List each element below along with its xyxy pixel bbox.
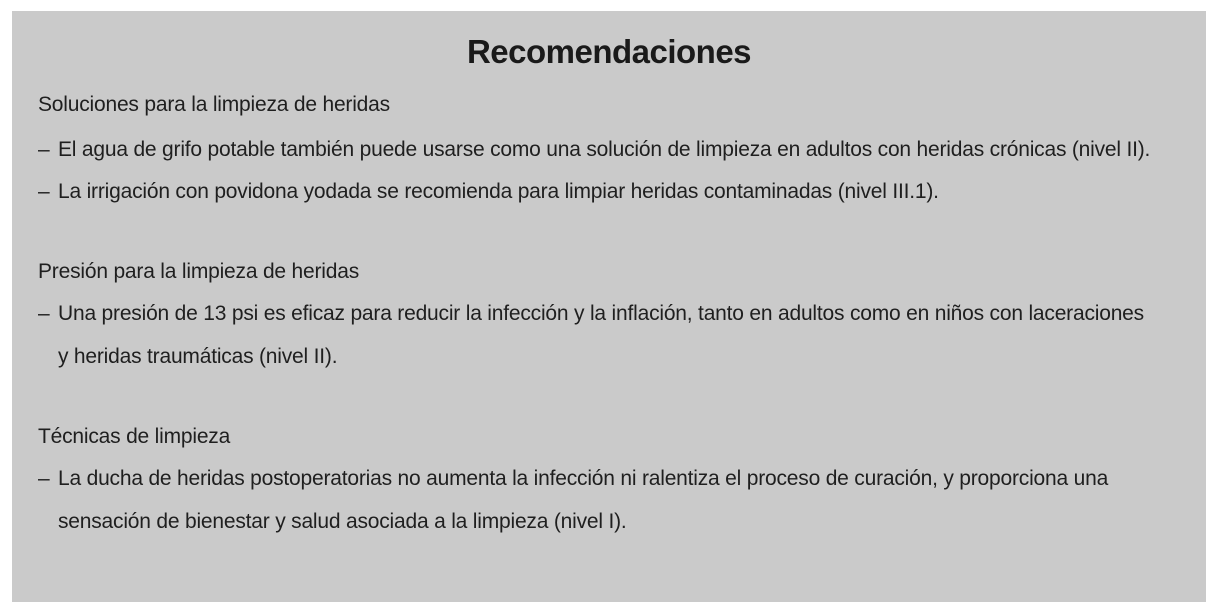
recommendation-text: La irrigación con povidona yodada se recomienda para limpiar heridas contaminadas (nivel III.1).	[58, 180, 939, 203]
recommendation-text-continuation: y heridas traumáticas (nivel II).	[58, 345, 338, 368]
recommendation-text-continuation: sensación de bienestar y salud asociada a la limpieza (nivel I).	[58, 510, 627, 533]
recommendations-box	[12, 11, 1206, 602]
recommendation-text: La ducha de heridas postoperatorias no aumenta la infección ni ralentiza el proceso de curación, y proporciona una	[58, 467, 1109, 490]
list-dash: –	[38, 180, 50, 203]
list-dash: –	[38, 138, 50, 161]
recommendation-item	[38, 467, 1108, 491]
recommendation-text: Una presión de 13 psi es eficaz para reducir la infección y la inflación, tanto en adultos como en niños con laceraciones	[58, 302, 1144, 325]
list-dash: –	[38, 467, 50, 490]
section-heading-cleaning-pressure: Presión para la limpieza de heridas	[38, 260, 360, 283]
section-heading-cleaning-techniques: Técnicas de limpieza	[38, 425, 231, 448]
list-dash: –	[38, 302, 50, 325]
box-title: Recomendaciones	[466, 33, 752, 70]
recommendation-item	[38, 138, 1150, 162]
recommendation-text: El agua de grifo potable también puede usarse como una solución de limpieza en adultos con heridas crónicas (nivel II).	[58, 138, 1151, 161]
section-heading-cleaning-solutions: Soluciones para la limpieza de heridas	[38, 93, 390, 116]
recommendation-item	[38, 302, 1144, 326]
recommendation-item	[38, 180, 939, 204]
